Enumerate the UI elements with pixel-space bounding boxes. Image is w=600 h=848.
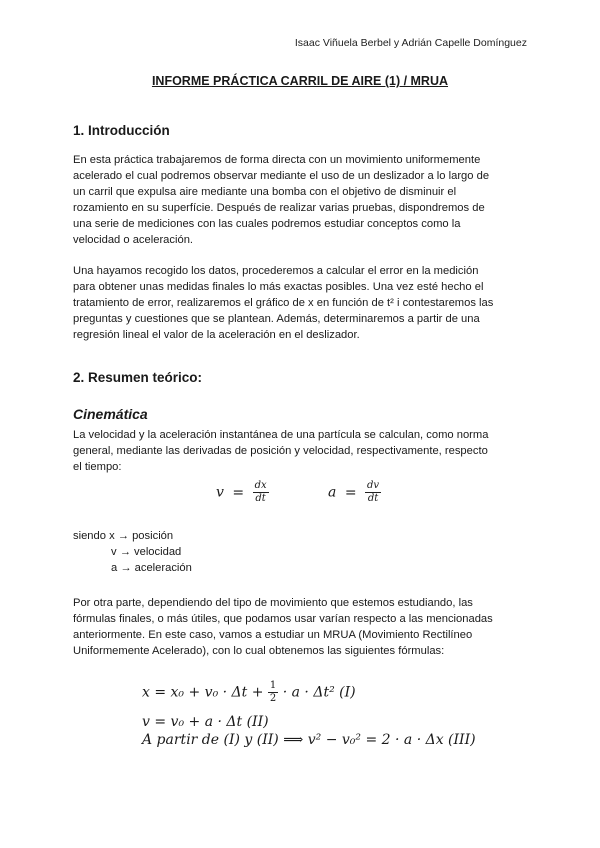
equals-sign: = — [232, 484, 245, 501]
definition-line: siendo x → posición — [73, 530, 174, 542]
equation-lhs: v — [216, 484, 224, 501]
fraction — [253, 480, 269, 505]
text-line: para obtener unas medidas finales lo más exactas posibles. Una vez esté hecho el — [73, 281, 484, 293]
formula-velocity: v = v₀ + a · Δt (II) — [142, 714, 269, 730]
equals-sign: = — [344, 484, 357, 501]
formula-velocity-squared: A partir de (I) y (II) ⟹ v² − v₀² = 2 · a · Δx (III) — [142, 732, 476, 748]
subsection-heading-cinematica: Cinemática — [73, 406, 148, 422]
document-title: INFORME PRÁCTICA CARRIL DE AIRE (1) / MRUA — [151, 74, 449, 88]
text-line: Uniformemente Acelerado), con lo cual obtenemos las siguientes fórmulas: — [73, 645, 445, 657]
text-line: En esta práctica trabajaremos de forma directa con un movimiento uniformemente — [73, 154, 481, 166]
text-line: fórmulas finales, o más útiles, que podamos usar varían respecto a las mencionadas — [73, 613, 493, 625]
definition-line: v → velocidad — [111, 546, 182, 558]
equation-lhs: a — [328, 484, 337, 501]
definition-line: a → aceleración — [111, 562, 192, 574]
formula-part: · a · Δt² (I) — [278, 684, 356, 701]
fraction-denominator: dt — [255, 493, 266, 504]
text-line: anteriormente. En este caso, vamos a estudiar un MRUA (Movimiento Rectilíneo — [73, 629, 473, 641]
text-line: un carril que expulsa aire mediante una bomba con el objetivo de disminuir el — [73, 186, 457, 198]
text-line: Una hayamos recogido los datos, procederemos a calcular el error en la medición — [73, 265, 479, 277]
equation-velocity — [216, 480, 269, 505]
text-line: el tiempo: — [73, 461, 122, 473]
fraction-numerator: dx — [254, 480, 267, 491]
fraction-denominator: dt — [367, 493, 379, 504]
section-2-heading: 2. Resumen teórico: — [73, 370, 203, 385]
fraction-numerator: dv — [367, 480, 380, 491]
text-line: velocidad o aceleración. — [73, 234, 194, 246]
fraction — [365, 480, 381, 505]
text-line: rozamiento en su superfície. Después de realizar varias pruebas, dispondremos de — [73, 202, 485, 214]
text-line: acelerado el cual podremos observar mediante el uso de un deslizador a lo largo de — [73, 170, 490, 182]
text-line: Por otra parte, dependiendo del tipo de movimiento que estemos estudiando, las — [73, 597, 473, 609]
equation-acceleration — [328, 480, 381, 505]
fraction — [268, 680, 278, 705]
formula-position — [142, 680, 356, 705]
formula-part: x = x₀ + v₀ · Δt + — [142, 684, 268, 701]
text-line: La velocidad y la aceleración instantánea de una partícula se calculan, como norma — [73, 429, 489, 441]
text-line: general, mediante las derivadas de posición y velocidad, respectivamente, respecto — [73, 445, 488, 457]
text-line: regresión lineal el valor de la aceleración en el deslizador. — [73, 329, 360, 341]
fraction-numerator: 1 — [269, 680, 277, 691]
text-line: una serie de mediciones con las cuales podremos estudiar conceptos como la — [73, 218, 461, 230]
section-1-heading: 1. Introducción — [73, 123, 170, 138]
fraction-denominator: 2 — [269, 693, 277, 704]
text-line: preguntas y cuestiones que se plantean. Además, determinaremos a partir de una — [73, 313, 480, 325]
header-authors: Isaac Viñuela Berbel y Adrián Capelle Domínguez — [294, 37, 527, 49]
text-line: tratamiento de error, realizaremos el gráfico de x en función de t² i contestaremos las — [73, 297, 494, 309]
